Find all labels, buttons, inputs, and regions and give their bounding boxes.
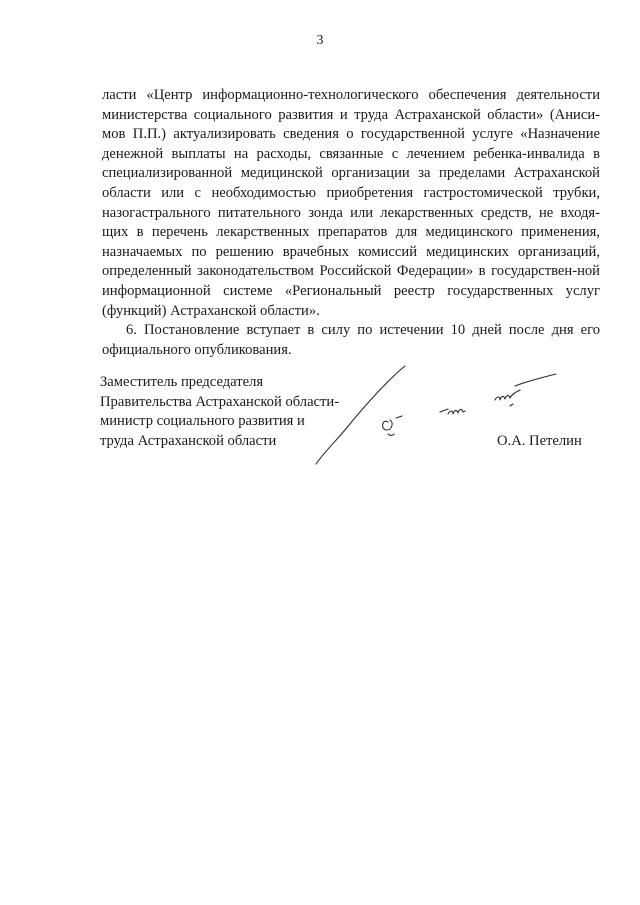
- signatory-position-line-2: Правительства Астраханской области-: [100, 393, 340, 410]
- page-number: 3: [316, 33, 324, 48]
- document-body: [102, 86, 600, 360]
- signatory-position-line-4: труда Астраханской области: [100, 432, 277, 449]
- signatory-position-line-3: министр социального развития и: [100, 413, 305, 429]
- signatory-position-line-1: Заместитель председателя: [100, 374, 264, 390]
- signatory-name: О.А. Петелин: [497, 433, 582, 449]
- paragraph-6: 6. Постановление вступает в силу по истечении 10 дней после дня его официального опубликования.: [102, 322, 600, 358]
- paragraph-continued: ласти «Центр информационно-технологического обеспечения деятельности министерства социального развития и труда Астраханской области» (Аниси-мов П.П.) актуализировать сведения о государственной услуге «Назначение денежной выплаты на расходы, связанные с лечением ребенка-инвалида в специализированной медицинской организации за пределами Астраханской области или с необходимостью приобретения гастростомической трубки, назогастрального питательного зонда или лекарственных средств, не входя-щих в перечень лекарственных препаратов для медицинского применения, назначаемых по решению врачебных комиссий медицинских организаций, определенный законодательством Российской Федерации» в государствен-ной информационной системе «Региональный реестр государственных услуг (функций) Астраханской области».: [102, 87, 600, 319]
- handwritten-signature: [310, 360, 570, 470]
